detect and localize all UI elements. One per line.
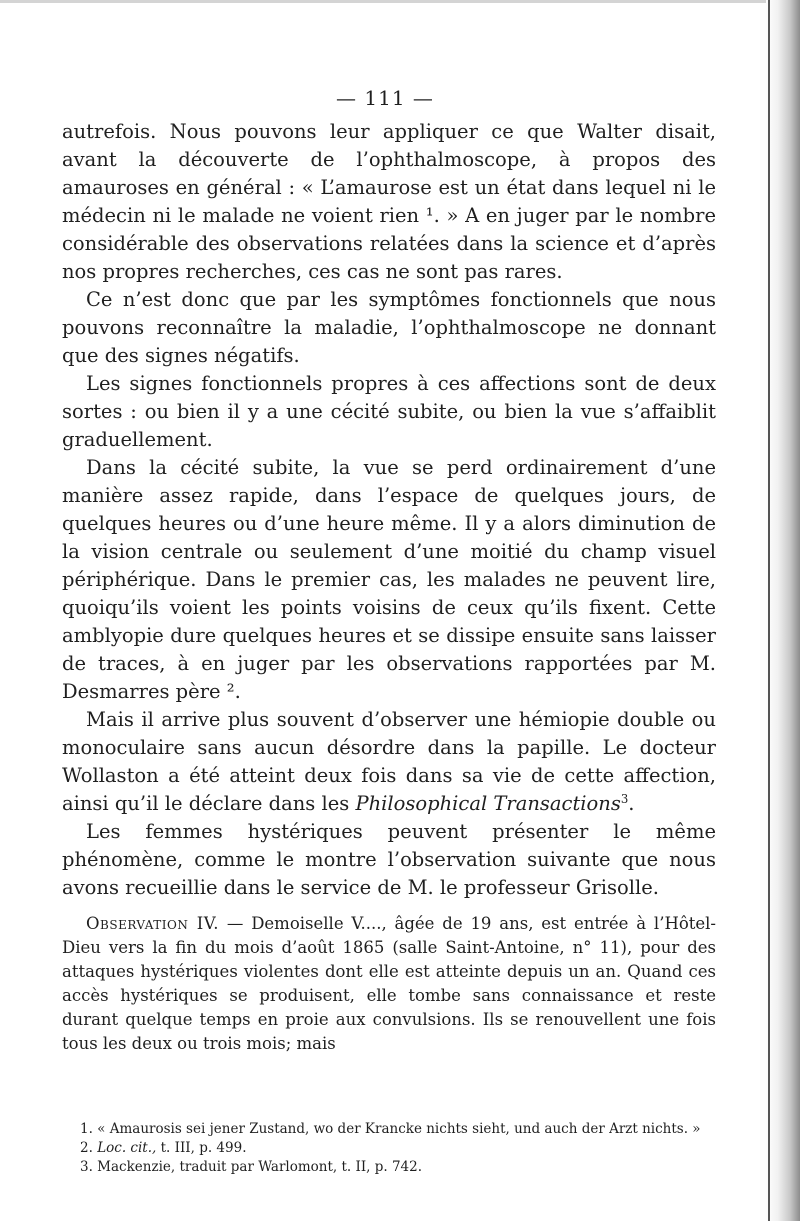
paragraph-5-end: . (628, 792, 635, 815)
footnote-2-ref: t. III, p. 499. (160, 1140, 247, 1156)
paragraph-4: Dans la cécité subite, la vue se perd ordinairement d’une manière assez rapide, dans l’espace de quelques jours, de quelques heures ou d’une heure même. Il y a alors diminution de la vision centrale ou seulement d’une moitié du champ visuel périphérique. Dans le premier cas, les malades ne peuvent lire, quoiqu’ils voient les points voisins de ceux qu’ils fixent. Cette amblyopie dure quelques heures et se dissipe ensuite sans laisser de traces, à en juger par les observations rapportées par M. Desmarres père ². (62, 456, 716, 703)
footnote-ref-3: 3 (620, 791, 629, 806)
observation-text: — Demoiselle V...., âgée de 19 ans, est entrée à l’Hôtel-Dieu vers la fin du mois d’août 1865 (salle Saint-Antoine, n° 11), pour des attaques hystériques violentes dont elle est atteinte depuis un an. Quand ces accès hystériques se produisent, elle tombe sans connaissance et reste durant quelque temps en proie aux convulsions. Ils se renouvellent une fois tous les deux ou trois mois; mais (62, 914, 717, 1053)
book-spine-shadow (766, 0, 800, 1221)
philosophical-transactions-title: Philosophical Transactions (355, 792, 621, 815)
top-edge-rule (0, 0, 770, 3)
footnote-2 (62, 1139, 716, 1158)
paragraph-5-text: Mais il arrive plus souvent d’observer une hémiopie double ou monoculaire sans aucun désordre dans la papille. Le docteur Wollaston a été atteint deux fois dans sa vie de cette affection, ainsi qu’il le déclare dans les (62, 708, 716, 815)
book-spine-line (768, 0, 770, 1221)
observation-block (62, 912, 716, 1056)
observation-label: Observation IV. (86, 914, 220, 933)
paragraph-2: Ce n’est donc que par les symptômes fonctionnels que nous pouvons reconnaître la maladie, l’ophthalmoscope ne donnant que des signes négatifs. (62, 288, 716, 367)
paragraph-3: Les signes fonctionnels propres à ces affections sont de deux sortes : ou bien il y a une cécité subite, ou bien la vue s’affaiblit graduellement. (62, 372, 716, 451)
paragraph-6: Les femmes hystériques peuvent présenter le même phénomène, comme le montre l’observation suivante que nous avons recueillie dans le service de M. le professeur Grisolle. (62, 820, 716, 899)
footnote-3: 3. Mackenzie, traduit par Warlomont, t. II, p. 742. (80, 1159, 423, 1175)
footnote-2-number: 2. (80, 1140, 93, 1156)
footnote-2-loc-cit: Loc. cit., (97, 1140, 157, 1156)
main-text (62, 118, 716, 902)
footnotes (62, 1120, 716, 1177)
page-number: — 111 — (336, 86, 434, 110)
footnote-1: 1. « Amaurosis sei jener Zustand, wo der Krancke nichts sieht, und auch der Arzt nichts. » (80, 1121, 701, 1137)
paragraph-1: autrefois. Nous pouvons leur appliquer ce que Walter disait, avant la découverte de l’ophthalmoscope, à propos des amauroses en général : « L’amaurose est un état dans lequel ni le médecin ni le malade ne voient rien ¹. » A en juger par le nombre considérable des observations relatées dans la science et d’après nos propres recherches, ces cas ne sont pas rares. (62, 120, 716, 283)
paragraph-5 (62, 706, 716, 818)
